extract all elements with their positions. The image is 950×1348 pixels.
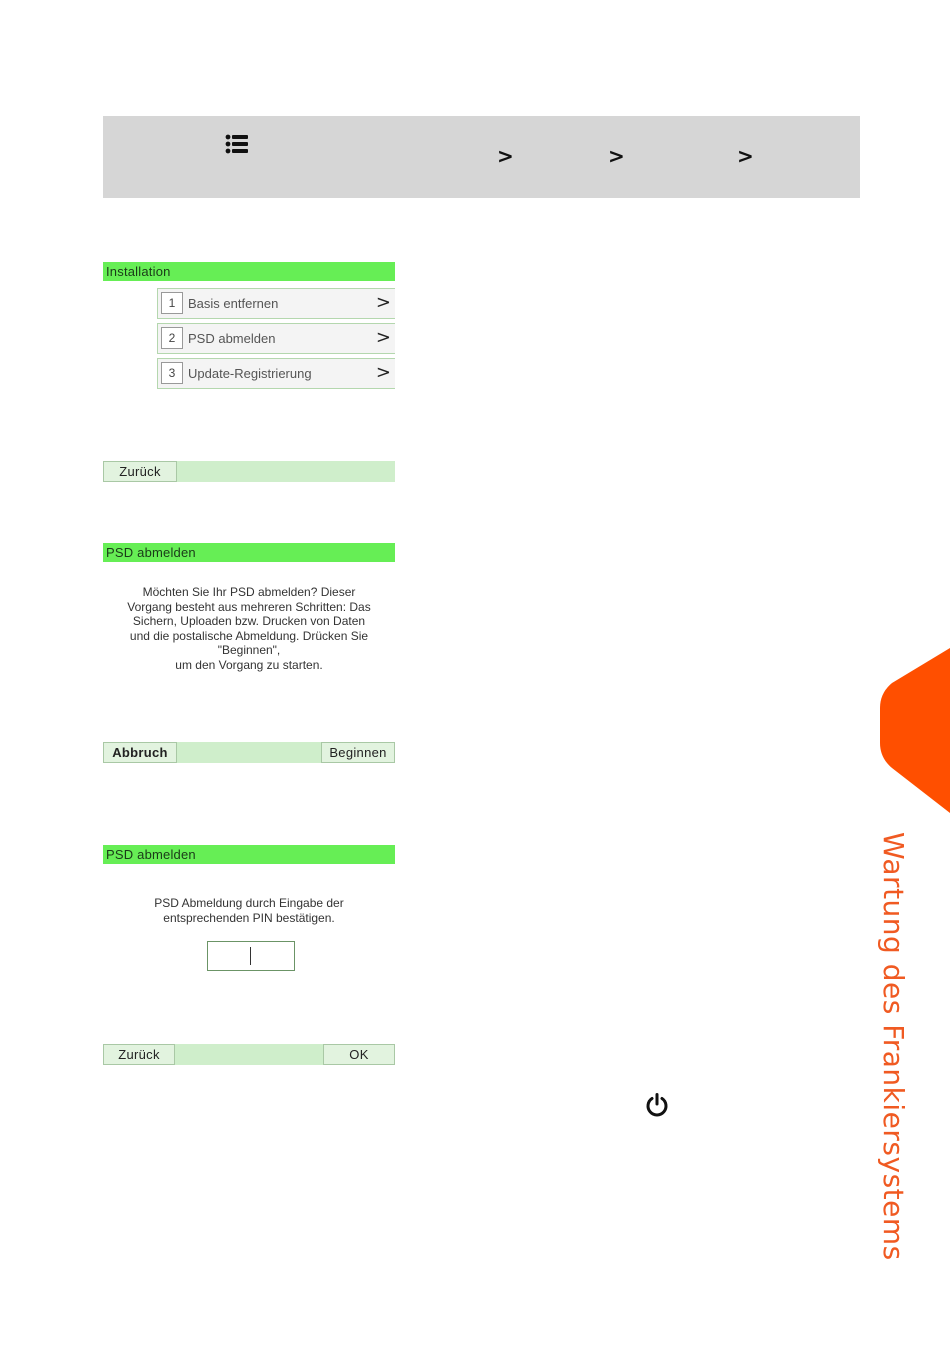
list-menu-icon <box>225 133 249 155</box>
chevron-right-icon: > <box>375 292 391 313</box>
menu-item-update-registrierung[interactable] <box>157 358 395 389</box>
menu-item-label: PSD abmelden <box>188 331 276 346</box>
menu-item-label: Basis entfernen <box>188 296 279 311</box>
softkey-bar <box>103 461 395 482</box>
message-line: Sichern, Uploaden bzw. Drucken von Daten <box>132 614 366 628</box>
path-separator-3: > <box>737 144 754 168</box>
menu-item-label: Update-Registrierung <box>188 366 312 381</box>
start-button[interactable]: Beginnen <box>321 742 395 763</box>
cancel-button[interactable]: Abbruch <box>103 742 177 763</box>
softkey-bar <box>103 1044 395 1065</box>
navigation-path-bar <box>103 116 860 198</box>
pin-message <box>103 896 395 925</box>
menu-item-basis-entfernen[interactable] <box>157 288 395 319</box>
chapter-title: Wartung des Frankiersystems <box>877 832 910 1261</box>
message-line: Möchten Sie Ihr PSD abmelden? Dieser <box>142 585 356 599</box>
menu-item-psd-abmelden[interactable] <box>157 323 395 354</box>
power-icon <box>644 1092 670 1118</box>
info-message <box>103 585 395 672</box>
message-line: um den Vorgang zu starten. <box>175 657 323 672</box>
message-line: "Beginnen", <box>217 643 281 657</box>
path-separator-2: > <box>608 144 625 168</box>
screen-title: PSD abmelden <box>103 845 395 864</box>
pin-input[interactable] <box>207 941 295 971</box>
chevron-right-icon: > <box>375 362 391 383</box>
chevron-right-icon: > <box>375 327 391 348</box>
message-line: und die postalische Abmeldung. Drücken Sie <box>129 628 369 643</box>
screen-title: Installation <box>103 262 395 281</box>
screen-title: PSD abmelden <box>103 543 395 562</box>
menu-item-number: 1 <box>161 292 183 314</box>
message-line: Vorgang besteht aus mehreren Schritten: Das <box>127 599 371 614</box>
text-cursor <box>250 947 251 965</box>
chapter-tab-marker <box>880 648 950 813</box>
message-line: PSD Abmeldung durch Eingabe der <box>154 896 344 910</box>
softkey-bar <box>103 742 395 763</box>
installation-screen <box>103 262 395 482</box>
path-separator-1: > <box>497 144 514 168</box>
back-button[interactable]: Zurück <box>103 461 177 482</box>
psd-abmelden-info-screen <box>103 543 395 763</box>
menu-item-number: 2 <box>161 327 183 349</box>
ok-button[interactable]: OK <box>323 1044 395 1065</box>
psd-abmelden-pin-screen <box>103 845 395 1065</box>
menu-item-number: 3 <box>161 362 183 384</box>
back-button[interactable]: Zurück <box>103 1044 175 1065</box>
message-line: entsprechenden PIN bestätigen. <box>163 910 335 925</box>
